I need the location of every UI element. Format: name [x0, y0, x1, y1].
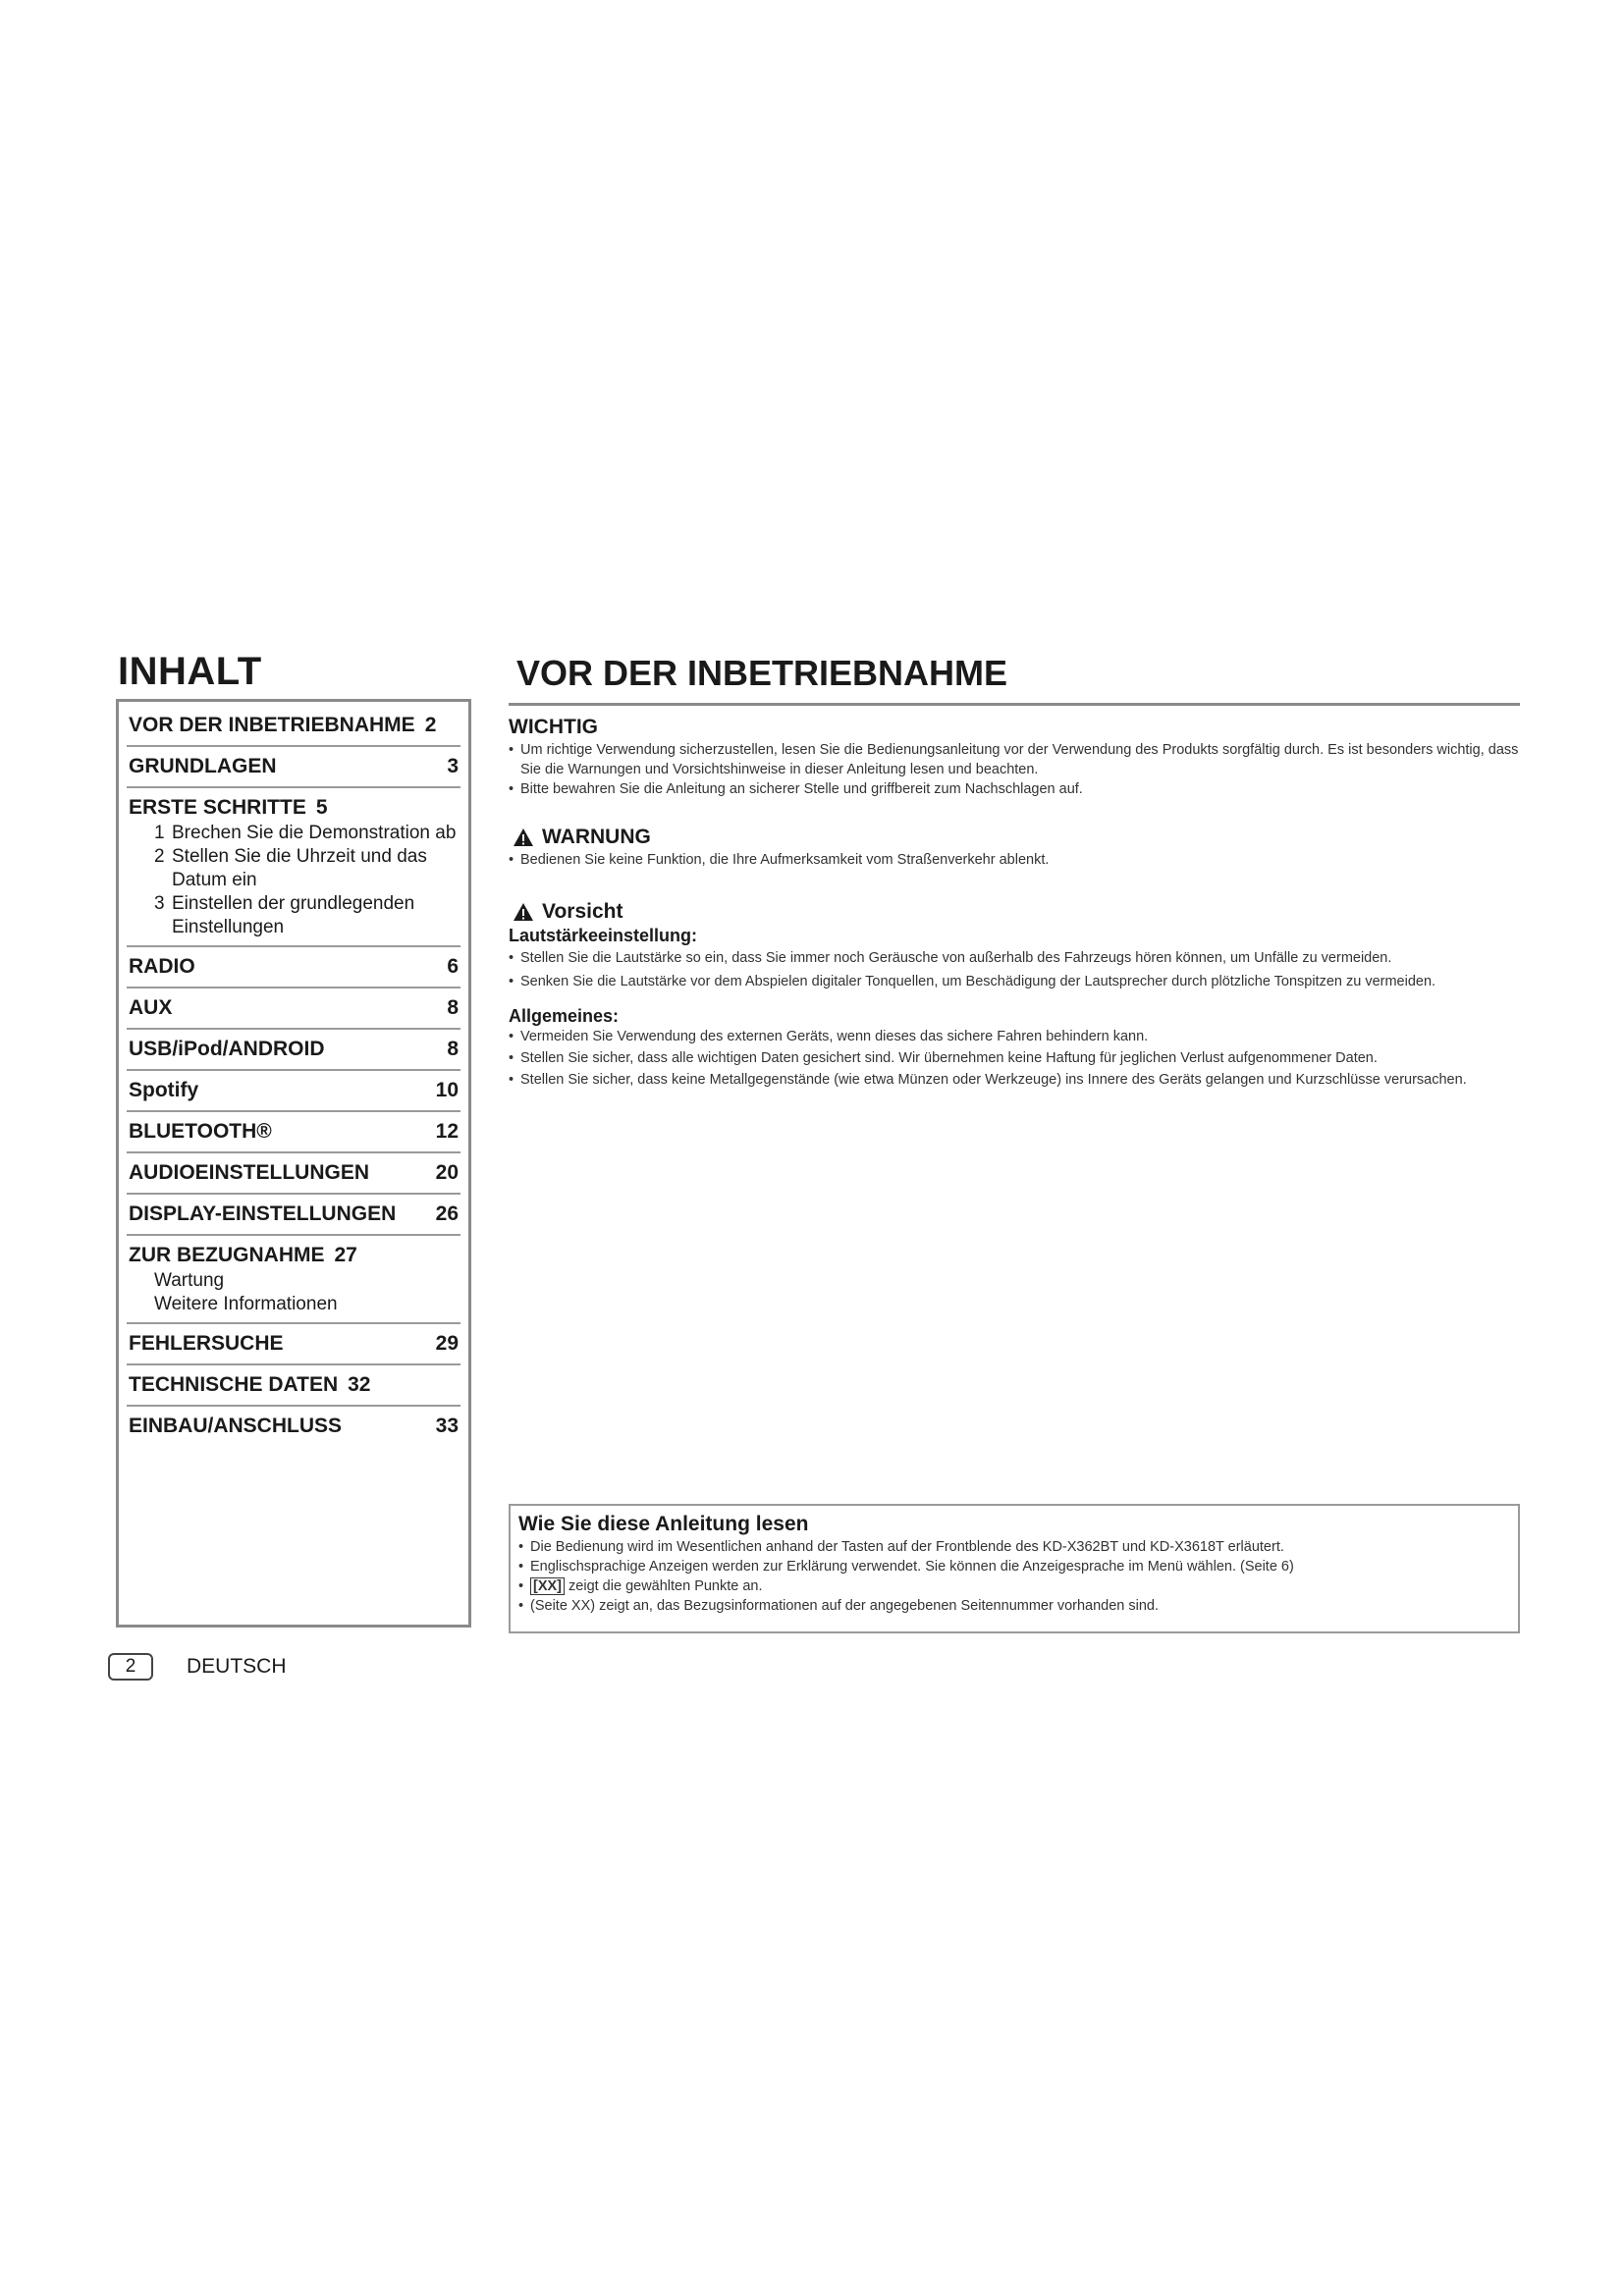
toc-title: INHALT — [118, 650, 262, 693]
lautstaerke-heading: Lautstärkeeinstellung: — [509, 926, 698, 945]
toc-entry-page: 2 — [424, 714, 437, 736]
toc-subentry[interactable] — [129, 822, 459, 845]
toc-entry-label: AUX — [129, 996, 173, 1019]
toc-subentry-number: 1 — [154, 823, 165, 843]
wichtig-list — [509, 740, 1520, 799]
toc-entry-label: TECHNISCHE DATEN — [129, 1373, 339, 1396]
allgemeines-heading: Allgemeines: — [509, 1006, 620, 1026]
toc-entry[interactable] — [127, 747, 460, 788]
toc-entry[interactable] — [127, 788, 460, 947]
list-item: • Um richtige Verwendung sicherzustellen, lesen Sie die Bedienungsanleitung vor der Verwendung des Produkts sorgfältig durch. Es ist besonders wichtig, dass Sie die Warnungen und Vorsichtshinweise in dieser Anleitung lesen und beachten. — [509, 740, 1520, 779]
toc-entry-label: DISPLAY-EINSTELLUNGEN — [129, 1202, 397, 1225]
title-rule — [509, 703, 1520, 706]
toc-subentry-number: 2 — [154, 846, 165, 867]
toc-entry[interactable] — [127, 988, 460, 1030]
toc-entry[interactable] — [127, 706, 460, 747]
toc-entry-page: 3 — [447, 755, 459, 777]
toc-entry-page: 32 — [348, 1373, 371, 1396]
toc-entry-label: VOR DER INBETRIEBNAHME — [129, 714, 415, 736]
list-item: • Bitte bewahren Sie die Anleitung an sicherer Stelle und griffbereit zum Nachschlagen auf. — [509, 779, 1520, 799]
list-item: • Bedienen Sie keine Funktion, die Ihre Aufmerksamkeit vom Straßenverkehr ablenkt. — [509, 850, 1520, 870]
toc-entry-page: 26 — [435, 1202, 459, 1225]
list-item: • Die Bedienung wird im Wesentlichen anhand der Tasten auf der Frontblende des KD-X362BT und KD-X3618T erläutert. — [518, 1537, 1510, 1557]
toc-entry-page: 5 — [315, 796, 328, 819]
toc-entry[interactable] — [127, 1195, 460, 1236]
main-content — [509, 715, 1520, 1090]
howto-heading: Wie Sie diese Anleitung lesen — [518, 1513, 809, 1535]
language-label: DEUTSCH — [187, 1655, 287, 1678]
table-of-contents — [116, 699, 471, 1628]
toc-entry-label: USB/iPod/ANDROID — [129, 1038, 325, 1060]
toc-entry[interactable] — [127, 1112, 460, 1153]
toc-subentry-label: Einstellen der grundlegenden Einstellungen — [172, 893, 415, 937]
toc-subentry[interactable] — [129, 845, 459, 892]
toc-entry-label: GRUNDLAGEN — [129, 755, 277, 777]
toc-subentry-label: Brechen Sie die Demonstration ab — [172, 823, 457, 843]
list-item: • Vermeiden Sie Verwendung des externen Geräts, wenn dieses das sichere Fahren behindern kann. — [509, 1027, 1520, 1046]
list-item: • Englischsprachige Anzeigen werden zur Erklärung verwendet. Sie können die Anzeigesprache im Menü wählen. (Seite 6) — [518, 1557, 1510, 1576]
vorsicht-heading: Vorsicht — [542, 900, 623, 923]
toc-entry-page: 8 — [447, 1038, 459, 1060]
key-placeholder: [XX] — [530, 1577, 565, 1595]
toc-entry-label: BLUETOOTH® — [129, 1120, 272, 1143]
toc-entry-page: 12 — [435, 1120, 459, 1143]
allgemeines-list — [509, 1027, 1520, 1090]
list-item: • Stellen Sie die Lautstärke so ein, dass Sie immer noch Geräusche von außerhalb des Fahrzeugs hören können, um Unfälle zu vermeiden. — [509, 948, 1520, 968]
page-number-badge: 2 — [108, 1653, 153, 1681]
toc-subentry-label: Stellen Sie die Uhrzeit und das Datum ein — [172, 846, 427, 890]
key-placeholder-text: zeigt die gewählten Punkte an. — [565, 1578, 763, 1594]
toc-subentries — [129, 1269, 459, 1322]
toc-entry[interactable] — [127, 1365, 460, 1407]
list-item: • Stellen Sie sicher, dass keine Metallgegenstände (wie etwa Münzen oder Werkzeuge) ins Innere des Geräts gelangen und Kurzschlüsse verursachen. — [509, 1070, 1520, 1090]
howto-list — [518, 1537, 1510, 1616]
warning-triangle-icon — [513, 828, 534, 847]
toc-subentry-number: 3 — [154, 893, 165, 914]
toc-entry-page: 20 — [435, 1161, 459, 1184]
toc-entry-label: ERSTE SCHRITTE — [129, 796, 306, 819]
toc-subentries — [129, 822, 459, 945]
toc-entry[interactable] — [127, 947, 460, 988]
toc-entry-label: AUDIOEINSTELLUNGEN — [129, 1161, 370, 1184]
toc-entry[interactable] — [127, 1407, 460, 1446]
toc-entry-page: 27 — [334, 1244, 357, 1266]
toc-entry-label: EINBAU/ANSCHLUSS — [129, 1415, 343, 1437]
toc-entry-page: 29 — [435, 1332, 459, 1355]
page-footer — [108, 1653, 287, 1681]
toc-entry[interactable] — [127, 1071, 460, 1112]
toc-entry-label: ZUR BEZUGNAHME — [129, 1244, 325, 1266]
wichtig-heading: WICHTIG — [509, 716, 598, 738]
toc-entry[interactable] — [127, 1030, 460, 1071]
toc-entry[interactable] — [127, 1324, 460, 1365]
list-item: • (Seite XX) zeigt an, das Bezugsinformationen auf der angegebenen Seitennummer vorhanden sind. — [518, 1596, 1510, 1616]
toc-entry[interactable] — [127, 1153, 460, 1195]
toc-entry-page: 10 — [435, 1079, 459, 1101]
toc-subentry[interactable]: Weitere Informationen — [154, 1294, 338, 1314]
howto-box — [509, 1504, 1520, 1633]
warnung-list — [509, 850, 1520, 870]
warnung-section — [509, 825, 1520, 870]
warnung-heading: WARNUNG — [542, 826, 651, 848]
list-item: • Senken Sie die Lautstärke vor dem Abspielen digitaler Tonquellen, um Beschädigung der Lautsprecher durch plötzliche Tonspitzen zu vermeiden. — [509, 972, 1520, 991]
list-item — [518, 1576, 1510, 1596]
toc-entry-page: 6 — [447, 955, 459, 978]
caution-triangle-icon — [513, 902, 534, 922]
list-item: • Stellen Sie sicher, dass alle wichtigen Daten gesichert sind. Wir übernehmen keine Haftung für jeglichen Verlust aufgenommener Daten. — [509, 1048, 1520, 1068]
toc-entry-page: 8 — [447, 996, 459, 1019]
toc-subentry[interactable]: Wartung — [154, 1270, 225, 1291]
toc-entry-label: Spotify — [129, 1079, 199, 1101]
toc-entry[interactable] — [127, 1236, 460, 1324]
toc-entry-label: RADIO — [129, 955, 195, 978]
toc-entry-page: 33 — [435, 1415, 459, 1437]
toc-entry-label: FEHLERSUCHE — [129, 1332, 284, 1355]
section-title: VOR DER INBETRIEBNAHME — [516, 653, 1008, 693]
toc-subentry[interactable] — [129, 892, 459, 939]
lautstaerke-list — [509, 948, 1520, 991]
wichtig-section — [509, 715, 1520, 799]
vorsicht-section — [509, 899, 1520, 1090]
